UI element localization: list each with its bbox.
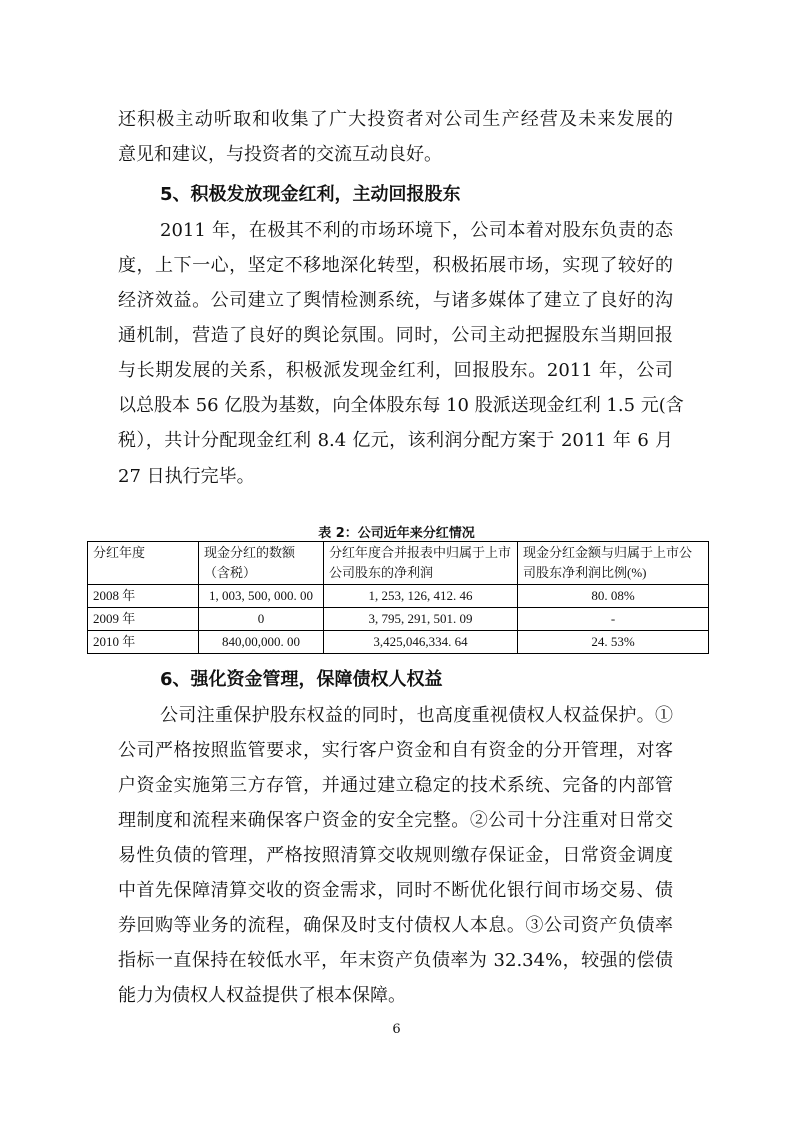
body-line: 经济效益。公司建立了舆情检测系统，与诸多媒体了建立了良好的沟 bbox=[118, 290, 673, 311]
section-heading-6: 6、强化资金管理，保障债权人权益 bbox=[160, 669, 443, 690]
header-cell: 现金分红金额与归属于上市公司股东净利润比例(%) bbox=[518, 542, 709, 585]
section-heading-5: 5、积极发放现金红利，主动回报股东 bbox=[160, 184, 461, 205]
cell: 1, 253, 126, 412. 46 bbox=[324, 585, 518, 608]
body-line: 能力为债权人权益提供了根本保障。 bbox=[118, 985, 406, 1006]
body-line: 税），共计分配现金红利 8.4 亿元，该利润分配方案于 2011 年 6 月 bbox=[118, 430, 673, 451]
dividend-table bbox=[87, 541, 709, 654]
cell: 80. 08% bbox=[518, 585, 709, 608]
cell: 1, 003, 500, 000. 00 bbox=[199, 585, 324, 608]
body-line: 与长期发展的关系，积极派发现金红利，回报股东。2011 年，公司 bbox=[118, 360, 673, 381]
body-line: 27 日执行完毕。 bbox=[118, 466, 255, 487]
cell: 24. 53% bbox=[518, 631, 709, 654]
body-line: 通机制，营造了良好的舆论氛围。同时，公司主动把握股东当期回报 bbox=[118, 325, 673, 346]
cell: 2008 年 bbox=[88, 585, 199, 608]
body-line: 公司严格按照监管要求，实行客户资金和自有资金的分开管理，对客 bbox=[118, 740, 673, 761]
table-row bbox=[88, 608, 709, 631]
body-line: 户资金实施第三方存管，并通过建立稳定的技术系统、完备的内部管 bbox=[118, 775, 673, 796]
body-line: 以总股本 56 亿股为基数，向全体股东每 10 股派送现金红利 1.5 元(含 bbox=[118, 395, 684, 416]
body-line: 中首先保障清算交收的资金需求，同时不断优化银行间市场交易、债 bbox=[118, 880, 673, 901]
body-line: 还积极主动听取和收集了广大投资者对公司生产经营及未来发展的 bbox=[118, 109, 673, 130]
header-cell: 分红年度 bbox=[88, 542, 199, 585]
table-row bbox=[88, 631, 709, 654]
table-header-row bbox=[88, 542, 709, 585]
body-line: 易性负债的管理，严格按照清算交收规则缴存保证金，日常资金调度 bbox=[118, 845, 673, 866]
cell: - bbox=[518, 608, 709, 631]
body-line: 指标一直保持在较低水平，年末资产负债率为 32.34%，较强的偿债 bbox=[118, 950, 673, 971]
cell: 2010 年 bbox=[88, 631, 199, 654]
table-row bbox=[88, 585, 709, 608]
table-caption: 表 2：公司近年来分红情况 bbox=[318, 526, 475, 541]
body-line: 度，上下一心，坚定不移地深化转型，积极拓展市场，实现了较好的 bbox=[118, 255, 673, 276]
cell: 0 bbox=[199, 608, 324, 631]
cell: 3, 795, 291, 501. 09 bbox=[324, 608, 518, 631]
body-line: 理制度和流程来确保客户资金的安全完整。②公司十分注重对日常交 bbox=[118, 810, 673, 831]
body-line: 2011 年，在极其不利的市场环境下，公司本着对股东负责的态 bbox=[160, 220, 673, 241]
cell: 3,425,046,334. 64 bbox=[324, 631, 518, 654]
body-line: 公司注重保护股东权益的同时，也高度重视债权人权益保护。① bbox=[160, 705, 673, 726]
cell: 2009 年 bbox=[88, 608, 199, 631]
page-number: 6 bbox=[392, 1022, 401, 1037]
body-line: 意见和建议，与投资者的交流互动良好。 bbox=[118, 144, 442, 165]
header-cell: 现金分红的数额（含税） bbox=[199, 542, 324, 585]
cell: 840,00,000. 00 bbox=[199, 631, 324, 654]
body-line: 券回购等业务的流程，确保及时支付债权人本息。③公司资产负债率 bbox=[118, 915, 673, 936]
header-cell: 分红年度合并报表中归属于上市公司股东的净利润 bbox=[324, 542, 518, 585]
